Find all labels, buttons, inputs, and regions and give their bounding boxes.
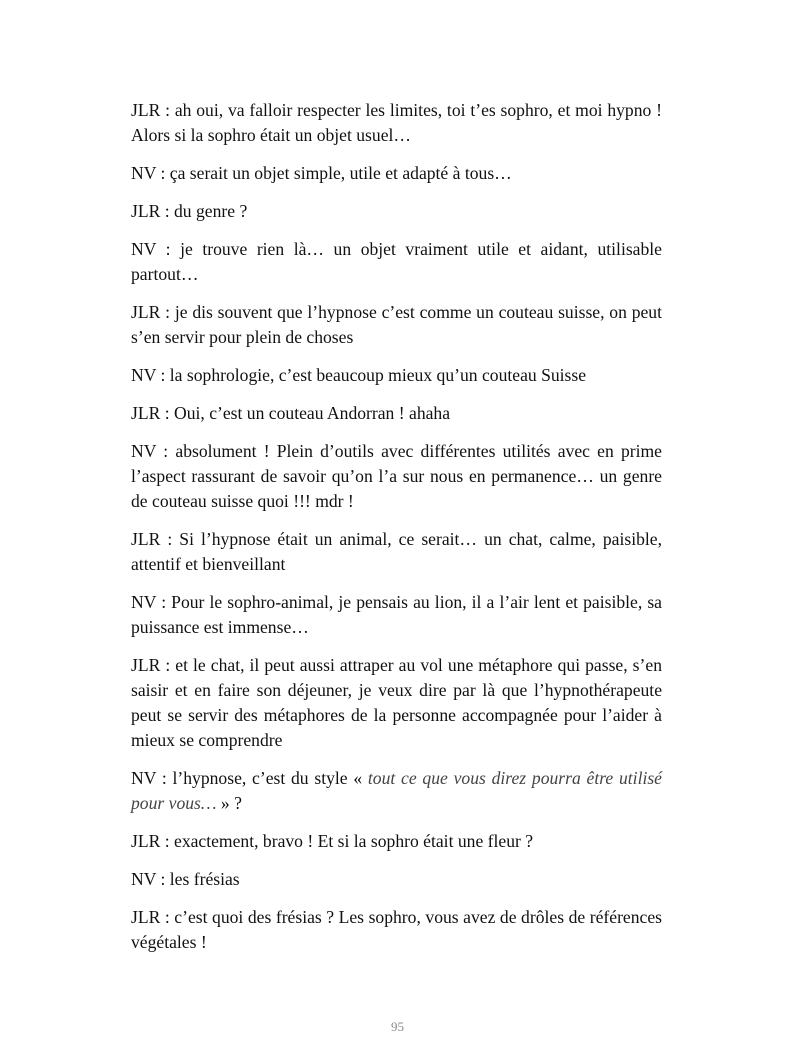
quote-prefix: NV : l’hypnose, c’est du style « <box>131 768 368 788</box>
dialogue-line: NV : je trouve rien là… un objet vraiment utile et aidant, utilisable partout… <box>131 239 662 284</box>
italic-quote: tout ce que vous direz pourra être utilisé pour vous… <box>131 768 662 813</box>
dialogue-line: NV : la sophrologie, c’est beaucoup mieux qu’un couteau Suisse <box>131 365 587 385</box>
dialogue-line: NV : ça serait un objet simple, utile et adapté à tous… <box>131 163 512 183</box>
dialogue-line: JLR : je dis souvent que l’hypnose c’est comme un couteau suisse, on peut s’en servir pour plein de choses <box>131 302 662 347</box>
page-text <box>131 98 662 968</box>
page-number: 95 <box>391 1019 404 1034</box>
dialogue-line: JLR : exactement, bravo ! Et si la sophro était une fleur ? <box>131 831 534 851</box>
dialogue-line: NV : absolument ! Plein d’outils avec différentes utilités avec en prime l’aspect rassurant de savoir qu’on l’a sur nous en permanence… un genre de couteau suisse quoi !!! mdr ! <box>131 441 662 511</box>
quote-suffix: » ? <box>216 793 242 813</box>
dialogue-line: JLR : c’est quoi des frésias ? Les sophro, vous avez de drôles de références végétales ! <box>131 907 662 952</box>
dialogue-line: JLR : ah oui, va falloir respecter les limites, toi t’es sophro, et moi hypno ! Alors si la sophro était un objet usuel… <box>131 100 662 145</box>
dialogue-line: JLR : du genre ? <box>131 201 248 221</box>
dialogue-line: JLR : Si l’hypnose était un animal, ce serait… un chat, calme, paisible, attentif et bienveillant <box>131 529 662 574</box>
dialogue-line: NV : Pour le sophro-animal, je pensais au lion, il a l’air lent et paisible, sa puissance est immense… <box>131 592 662 637</box>
dialogue-line: JLR : Oui, c’est un couteau Andorran ! ahaha <box>131 403 451 423</box>
dialogue-line: JLR : et le chat, il peut aussi attraper au vol une métaphore qui passe, s’en saisir et en faire son déjeuner, je veux dire par là que l’hypnothérapeute peut se servir des métaphores de la personne accompagnée pour l’aider à mieux se comprendre <box>131 655 662 750</box>
dialogue-line: NV : les frésias <box>131 869 240 889</box>
dialogue-line-quote <box>131 766 662 816</box>
